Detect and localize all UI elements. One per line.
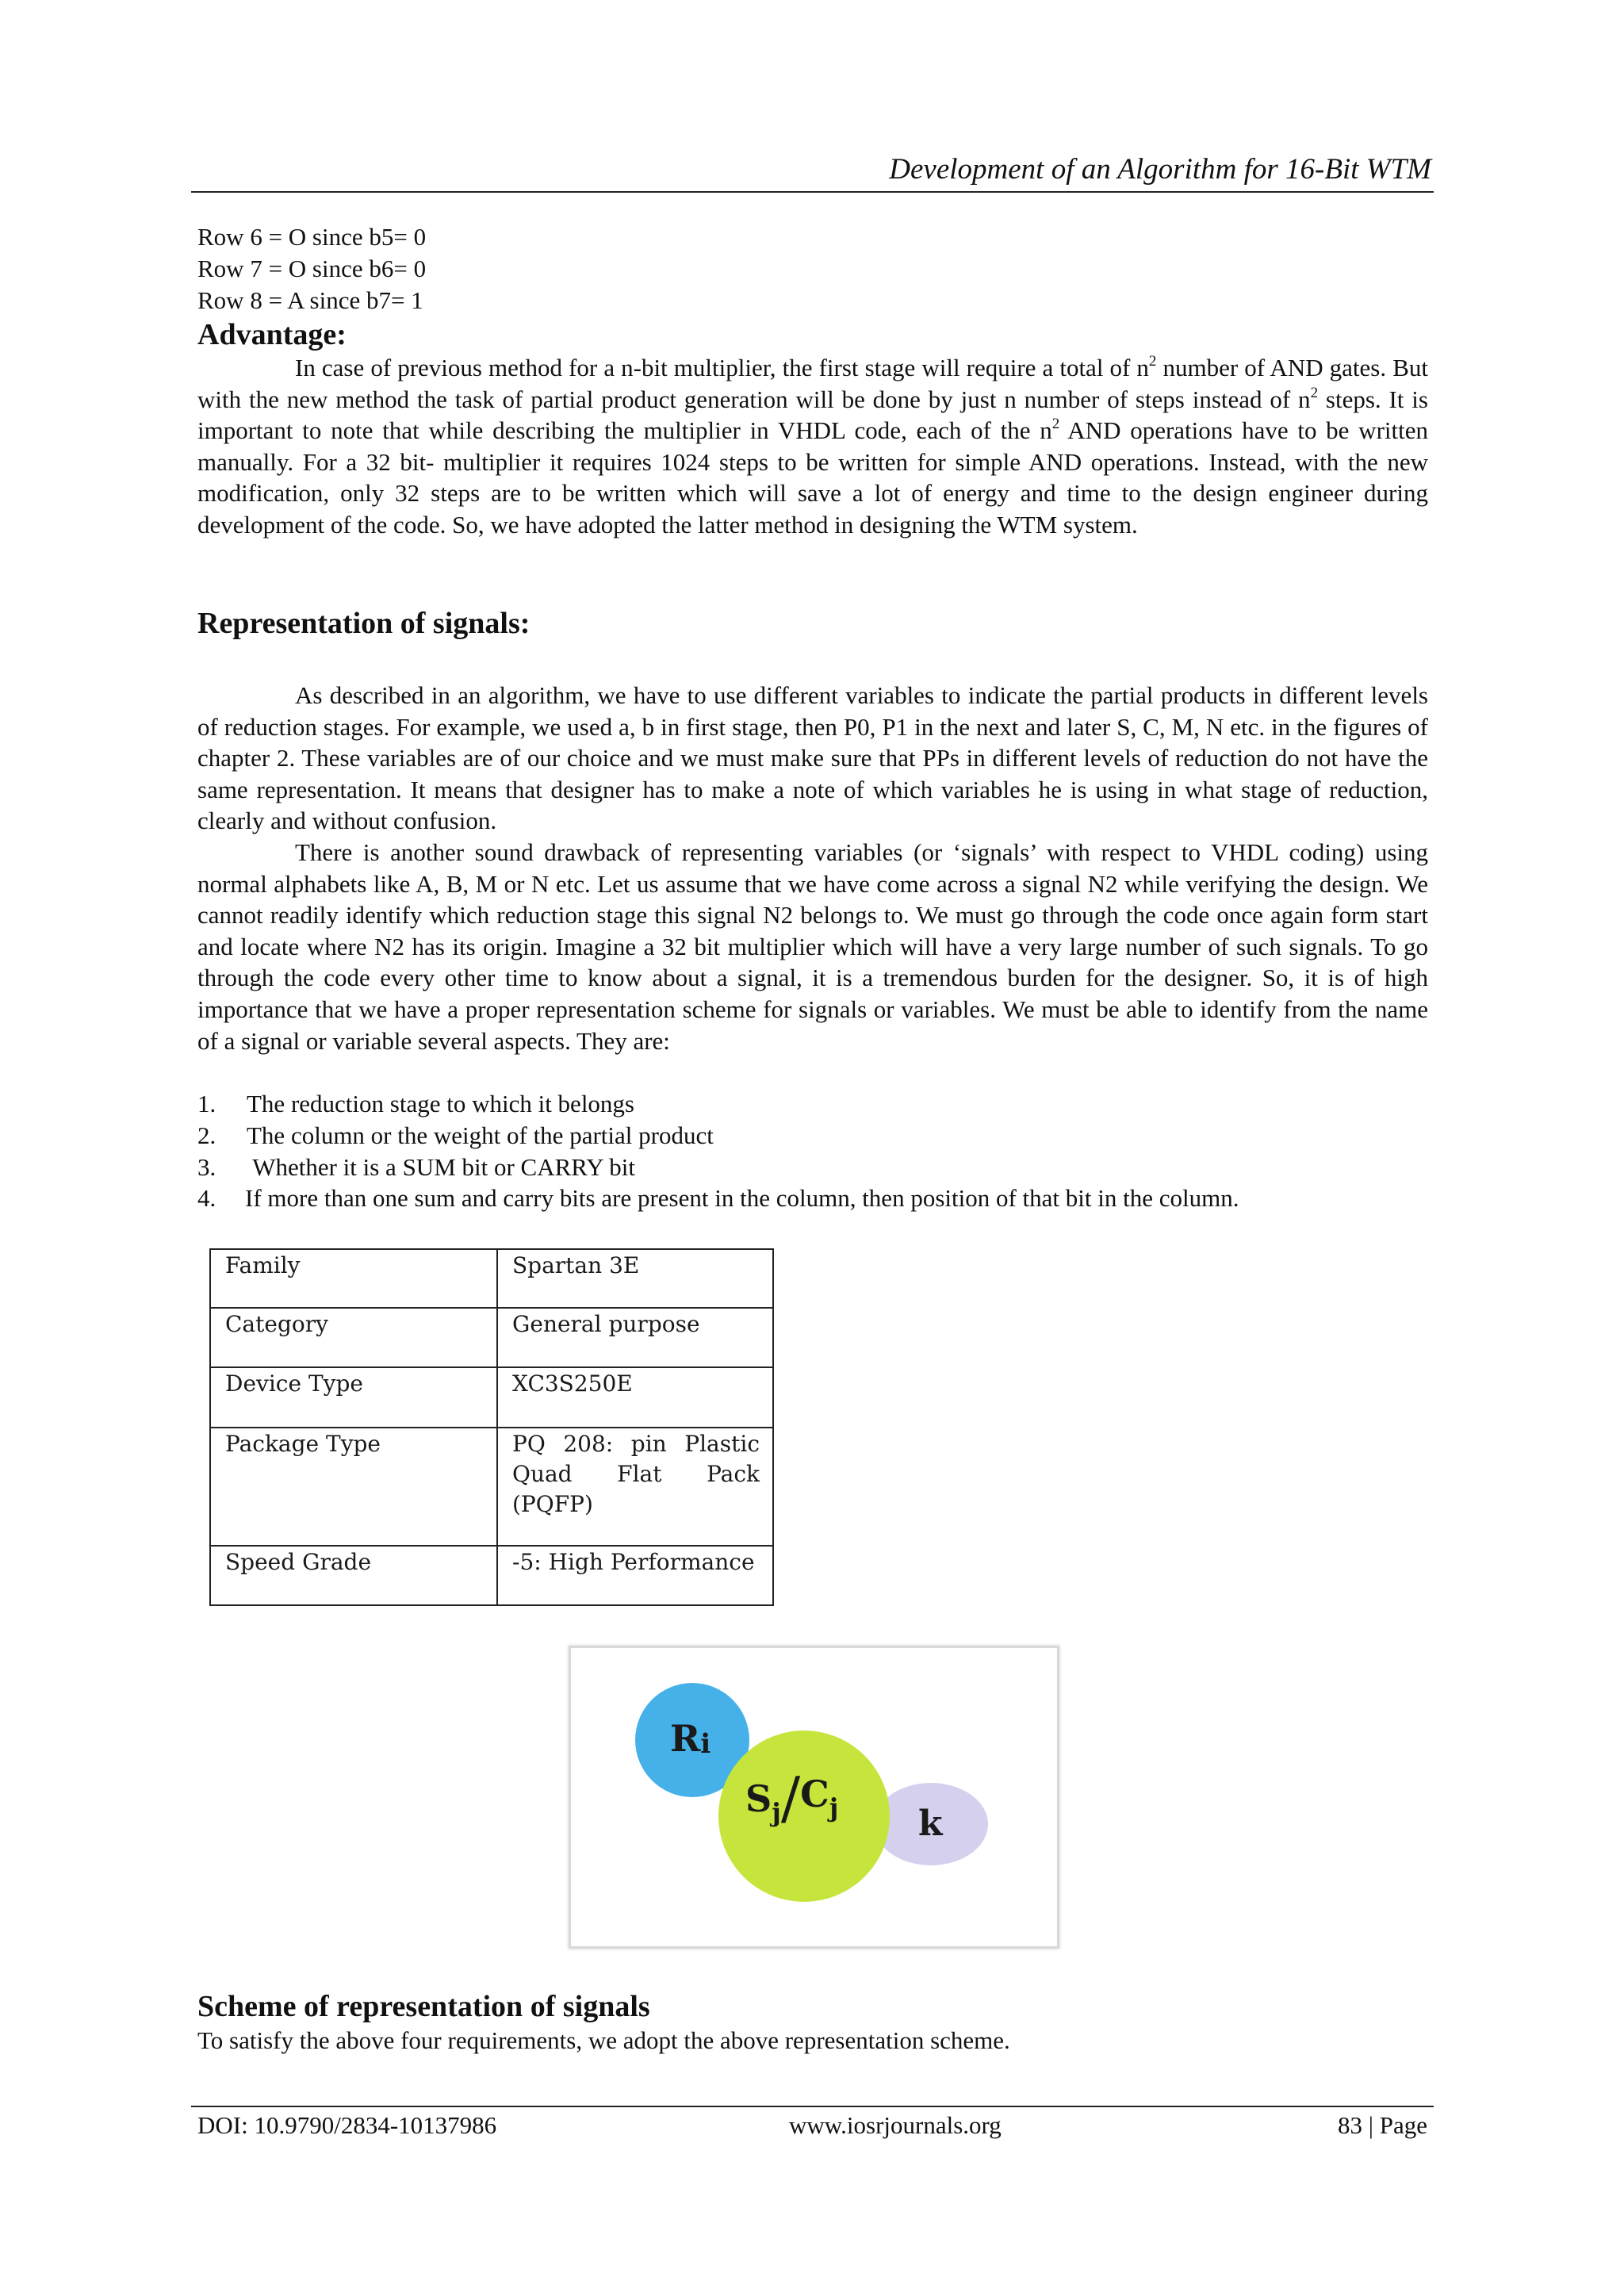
bubble-k-label: k: [918, 1803, 943, 1844]
scheme-heading: Scheme of representation of signals: [197, 1990, 650, 2023]
c-letter: C: [800, 1773, 829, 1815]
footer-site: www.iosrjournals.org: [789, 2111, 1002, 2139]
advantage-paragraph: [197, 352, 1428, 541]
list-text: Whether it is a SUM bit or CARRY bit: [247, 1153, 635, 1181]
advantage-text-2: number of AND gates. But with the new method the task of partial product generation will be done by just n number of steps instead of n: [197, 354, 1428, 413]
representation-paragraph-1: As described in an algorithm, we have to use different variables to indicate the partial products in different levels of reduction stages. For example, we used a, b in first stage, then P0, P1 in the next and later S, C, M, N etc. in the figures of chapter 2. These variables are of our choice and we must make sure that PPs in different levels of reduction do not have the same representation. It means that designer has to make a note of which variables he is using in what stage of reduction, clearly and without confusion.: [197, 681, 1428, 835]
header-rule: [191, 191, 1434, 193]
table-row: [210, 1249, 773, 1308]
list-text: The column or the weight of the partial product: [247, 1121, 714, 1149]
slash: /: [780, 1765, 801, 1831]
list-item: [197, 1088, 634, 1120]
list-number: 1.: [197, 1090, 216, 1117]
footer-rule: [191, 2106, 1434, 2107]
intro-row: Row 8 = A since b7= 1: [197, 286, 423, 314]
list-item: [197, 1120, 714, 1152]
table-value-cell: PQ 208: pin Plastic Quad Flat Pack (PQFP): [497, 1428, 773, 1546]
table-key-cell: Speed Grade: [210, 1546, 497, 1605]
intro-row: Row 6 = O since b5= 0: [197, 223, 427, 251]
table-key-cell: Device Type: [210, 1367, 497, 1428]
bubble-sc: [718, 1731, 890, 1902]
advantage-text-4: AND operations have to be written manually. For a 32 bit- multiplier it requires 1024 steps to be written for simple AND operations. Instead, with the new modification, only 32 steps are to be written which will save a lot of energy and time to the design engineer during development of the code. So, we have adopted the latter method in designing the WTM system.: [197, 416, 1428, 539]
c-subscript: j: [829, 1792, 839, 1823]
representation-heading: Representation of signals:: [197, 607, 530, 640]
table-value-cell: XC3S250E: [497, 1367, 773, 1428]
table-row: [210, 1308, 773, 1367]
list-number: 3.: [197, 1153, 216, 1181]
footer-doi: DOI: 10.9790/2834-10137986: [197, 2111, 497, 2139]
fpga-spec-table: [209, 1248, 774, 1606]
advantage-text-3: steps. It is important to note that while describing the multiplier in VHDL code, each of the n: [197, 385, 1428, 445]
table-value-cell: General purpose: [497, 1308, 773, 1367]
list-item: [197, 1152, 635, 1183]
running-header: Development of an Algorithm for 16-Bit WTM: [889, 153, 1431, 186]
r-letter: R: [670, 1717, 701, 1760]
list-text: If more than one sum and carry bits are present in the column, then position of that bit in the column.: [245, 1184, 1239, 1212]
s-subscript: j: [772, 1797, 781, 1827]
table-row: [210, 1367, 773, 1428]
scheme-text: To satisfy the above four requirements, we adopt the above representation scheme.: [197, 2026, 1010, 2054]
table-row: [210, 1428, 773, 1546]
table-row: [210, 1546, 773, 1605]
advantage-text-1: In case of previous method for a n-bit multiplier, the first stage will require a total of n: [295, 354, 1149, 381]
list-item: [197, 1182, 1239, 1214]
signal-bubbles-diagram: [571, 1648, 1057, 1946]
r-subscript: i: [700, 1728, 711, 1760]
representation-scheme-figure: [569, 1646, 1059, 1949]
list-number: 2.: [197, 1121, 216, 1149]
list-text: The reduction stage to which it belongs: [247, 1090, 634, 1117]
s-letter: S: [745, 1777, 772, 1820]
table-key-cell: Category: [210, 1308, 497, 1367]
superscript: 2: [1148, 353, 1157, 370]
intro-row: Row 7 = O since b6= 0: [197, 255, 427, 282]
representation-paragraph-2: There is another sound drawback of representing variables (or ‘signals’ with respect to VHDL coding) using normal alphabets like A, B, M or N etc. Let us assume that we have come across a signal N2 while verifying the design. We cannot readily identify which reduction stage this signal N2 belongs to. We must go through the code once again form start and locate where N2 has its origin. Imagine a 32 bit multiplier which will have a very large number of such signals. To go through the code every other time to know about a signal, it is a tremendous burden for the designer. So, it is of high importance that we have a proper representation scheme for signals or variables. We must be able to identify from the name of a signal or variable several aspects. They are:: [197, 838, 1428, 1055]
table-key-cell: Package Type: [210, 1428, 497, 1546]
advantage-heading: Advantage:: [197, 318, 347, 351]
footer-page-number: 83 | Page: [1338, 2111, 1427, 2139]
superscript: 2: [1051, 416, 1060, 433]
table-value-cell: Spartan 3E: [497, 1249, 773, 1308]
table-key-cell: Family: [210, 1249, 497, 1308]
table-value-cell: -5: High Performance: [497, 1546, 773, 1605]
superscript: 2: [1310, 384, 1319, 401]
list-number: 4.: [197, 1184, 216, 1212]
